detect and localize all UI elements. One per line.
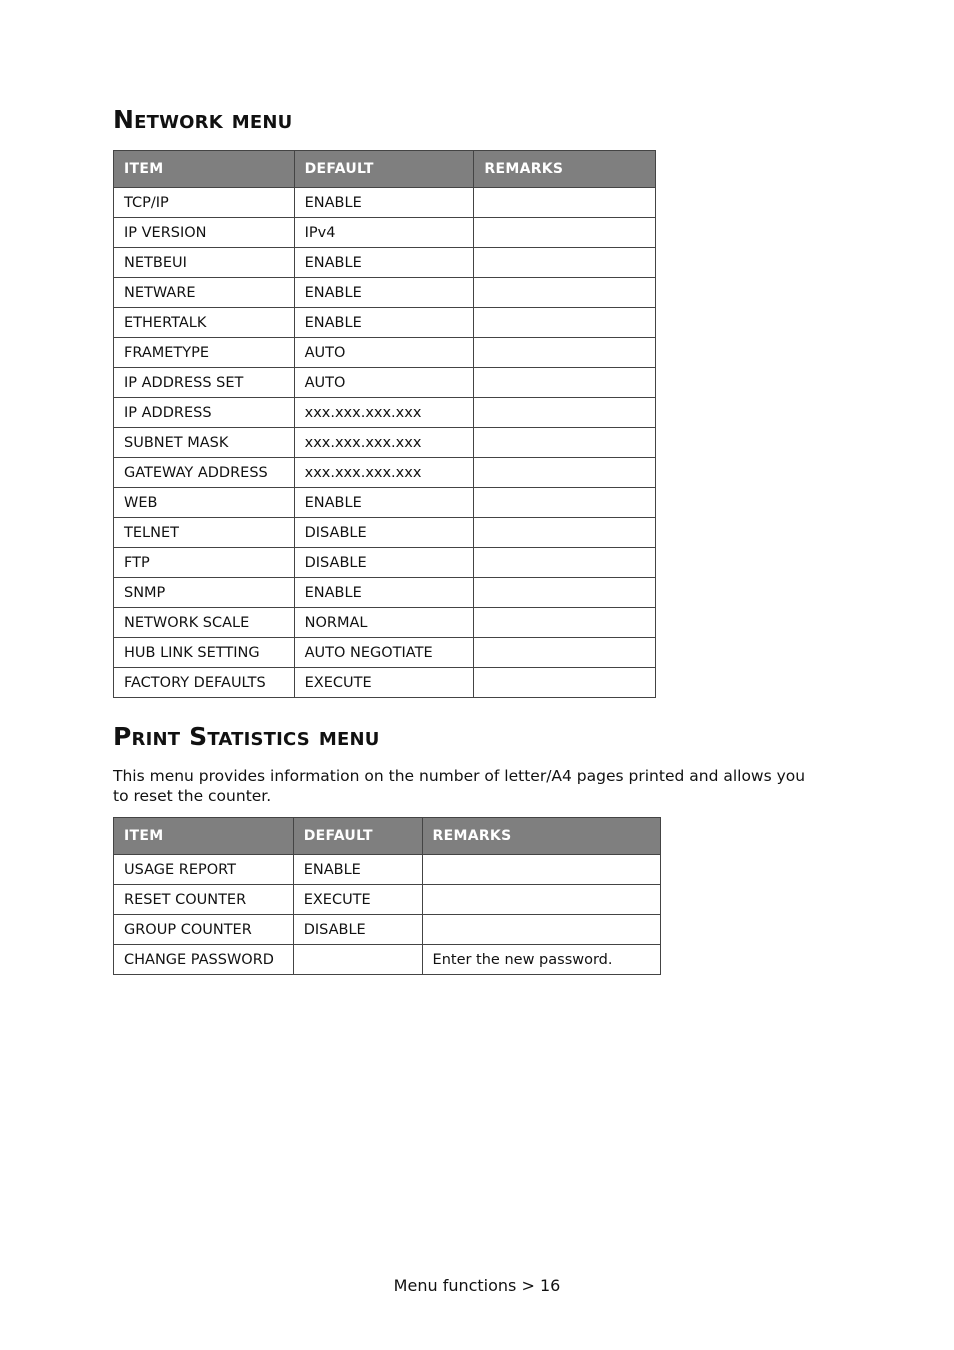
table-row <box>114 308 656 338</box>
cell-default: ENABLE <box>294 488 474 518</box>
cell-default: xxx.xxx.xxx.xxx <box>294 428 474 458</box>
cell-item: WEB <box>114 488 295 518</box>
table-row <box>114 578 656 608</box>
cell-default: EXECUTE <box>294 668 474 698</box>
column-header-default: DEFAULT <box>294 151 474 188</box>
cell-remarks <box>474 188 656 218</box>
cell-remarks <box>474 518 656 548</box>
table-row <box>114 915 661 945</box>
cell-default: xxx.xxx.xxx.xxx <box>294 398 474 428</box>
table-row <box>114 428 656 458</box>
cell-item: GATEWAY ADDRESS <box>114 458 295 488</box>
cell-remarks <box>474 488 656 518</box>
cell-default: EXECUTE <box>293 885 422 915</box>
cell-remarks <box>422 915 660 945</box>
table-row <box>114 278 656 308</box>
cell-item: RESET COUNTER <box>114 885 294 915</box>
cell-item: NETWORK SCALE <box>114 608 295 638</box>
network-menu-table <box>113 150 656 698</box>
cell-item: IP ADDRESS <box>114 398 295 428</box>
cell-item: NETWARE <box>114 278 295 308</box>
table-row <box>114 548 656 578</box>
cell-default: ENABLE <box>294 188 474 218</box>
table-row <box>114 458 656 488</box>
cell-default: ENABLE <box>293 855 422 885</box>
cell-item: USAGE REPORT <box>114 855 294 885</box>
table-row <box>114 855 661 885</box>
table-row <box>114 945 661 975</box>
table-row <box>114 488 656 518</box>
cell-remarks: Enter the new password. <box>422 945 660 975</box>
cell-default: ENABLE <box>294 248 474 278</box>
cell-default: AUTO <box>294 368 474 398</box>
table-row <box>114 885 661 915</box>
cell-remarks <box>474 578 656 608</box>
cell-remarks <box>474 368 656 398</box>
print-statistics-table <box>113 817 661 975</box>
cell-item: IP ADDRESS SET <box>114 368 295 398</box>
column-header-default: DEFAULT <box>293 818 422 855</box>
cell-default: IPv4 <box>294 218 474 248</box>
cell-item: IP VERSION <box>114 218 295 248</box>
cell-item: ETHERTALK <box>114 308 295 338</box>
table-row <box>114 338 656 368</box>
print-statistics-description: This menu provides information on the number of letter/A4 pages printed and allows you to reset the counter. <box>113 767 806 805</box>
table-row <box>114 248 656 278</box>
cell-default: NORMAL <box>294 608 474 638</box>
cell-remarks <box>474 638 656 668</box>
cell-default: ENABLE <box>294 278 474 308</box>
cell-item: GROUP COUNTER <box>114 915 294 945</box>
table-row <box>114 668 656 698</box>
cell-default: ENABLE <box>294 308 474 338</box>
cell-remarks <box>422 885 660 915</box>
cell-default: DISABLE <box>294 518 474 548</box>
cell-remarks <box>474 668 656 698</box>
cell-remarks <box>474 308 656 338</box>
cell-remarks <box>474 398 656 428</box>
cell-item: FRAMETYPE <box>114 338 295 368</box>
cell-default: xxx.xxx.xxx.xxx <box>294 458 474 488</box>
cell-remarks <box>422 855 660 885</box>
cell-default <box>293 945 422 975</box>
cell-default: ENABLE <box>294 578 474 608</box>
cell-item: HUB LINK SETTING <box>114 638 295 668</box>
table-row <box>114 188 656 218</box>
print-statistics-menu-heading: Print Statistics menu <box>113 722 380 751</box>
table-row <box>114 368 656 398</box>
table-header-row <box>114 151 656 188</box>
network-menu-heading: Network menu <box>113 105 293 134</box>
cell-remarks <box>474 248 656 278</box>
cell-remarks <box>474 218 656 248</box>
cell-remarks <box>474 338 656 368</box>
cell-default: DISABLE <box>293 915 422 945</box>
cell-item: NETBEUI <box>114 248 295 278</box>
column-header-remarks: REMARKS <box>422 818 660 855</box>
table-row <box>114 218 656 248</box>
cell-item: SNMP <box>114 578 295 608</box>
cell-remarks <box>474 278 656 308</box>
cell-default: DISABLE <box>294 548 474 578</box>
column-header-item: ITEM <box>114 818 294 855</box>
cell-item: SUBNET MASK <box>114 428 295 458</box>
cell-default: AUTO NEGOTIATE <box>294 638 474 668</box>
table-header-row <box>114 818 661 855</box>
table-row <box>114 608 656 638</box>
cell-remarks <box>474 458 656 488</box>
column-header-remarks: REMARKS <box>474 151 656 188</box>
cell-item: TCP/IP <box>114 188 295 218</box>
page-footer: Menu functions > 16 <box>393 1276 561 1295</box>
column-header-item: ITEM <box>114 151 295 188</box>
cell-item: CHANGE PASSWORD <box>114 945 294 975</box>
table-row <box>114 638 656 668</box>
table-row <box>114 518 656 548</box>
table-row <box>114 398 656 428</box>
cell-default: AUTO <box>294 338 474 368</box>
cell-item: FTP <box>114 548 295 578</box>
cell-item: TELNET <box>114 518 295 548</box>
cell-remarks <box>474 428 656 458</box>
cell-remarks <box>474 548 656 578</box>
cell-item: FACTORY DEFAULTS <box>114 668 295 698</box>
cell-remarks <box>474 608 656 638</box>
